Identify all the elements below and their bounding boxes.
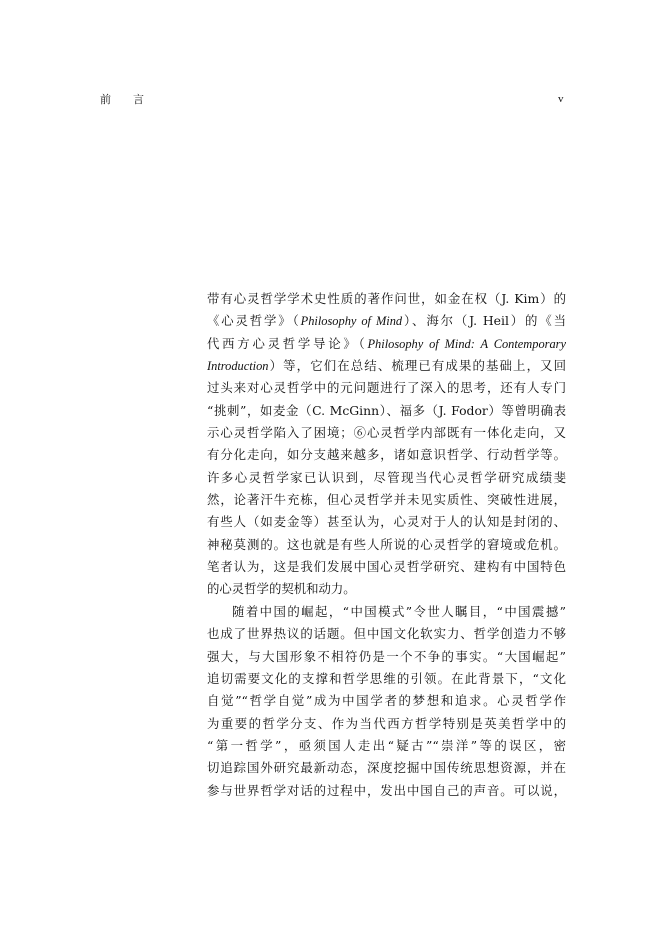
text-line-19: 自觉”“哲学自觉”成为中国学者的梦想和追求。心灵哲学作 xyxy=(207,693,566,709)
italic-title: Philosophy of Mind xyxy=(300,314,403,329)
text-line-5: 过头来对心灵哲学中的元问题进行了深入的思考，还有人专门 xyxy=(207,380,566,396)
text-line-22: 切追踪国外研究最新动态，深度挖掘中国传统思想资源，并在 xyxy=(207,760,566,776)
page-number: v xyxy=(558,93,564,105)
text-line-18: 追切需要文化的支撑和哲学思维的引领。在此背景下，“文化 xyxy=(207,670,566,686)
text-line-1: 带有心灵哲学学术史性质的著作问世，如金在权（J. Kim）的 xyxy=(207,291,566,306)
text-line-7: 示心灵哲学陷入了困境；⑥心灵哲学内部既有一体化走向，又 xyxy=(207,425,566,441)
body-text xyxy=(207,288,566,802)
text-line-2: 《心灵哲学》（Philosophy of Mind）、海尔（J. Heil）的《当 xyxy=(207,313,566,329)
text-line-9: 许多心灵哲学家已认识到，尽管现当代心灵哲学研究成绩斐 xyxy=(207,469,566,485)
text-line-20: 为重要的哲学分支、作为当代西方哲学特别是英美哲学中的 xyxy=(207,715,566,731)
text-line-4: Introduction）等，它们在总结、梳理已有成果的基础上，又回 xyxy=(207,358,566,374)
text-line-17: 强大，与大国形象不相符仍是一个不争的事实。“大国崛起” xyxy=(207,648,566,664)
text-line-11: 有些人（如麦金等）甚至认为，心灵对于人的认知是封闭的、 xyxy=(207,514,566,530)
text-line-23: 参与世界哲学对话的过程中，发出中国自己的声音。可以说， xyxy=(207,782,566,798)
text-line-6: “挑刺”，如麦金（C. McGinn）、福多（J. Fodor）等曾明确表 xyxy=(207,402,566,418)
text-line-16: 也成了世界热议的话题。但中国文化软实力、哲学创造力不够 xyxy=(207,626,566,642)
text-line-15: 随着中国的崛起，“中国模式”令世人瞩目，“中国震撼” xyxy=(232,603,566,619)
text-line-10: 然，论著汗牛充栋，但心灵哲学并未见实质性、突破性进展， xyxy=(207,492,566,508)
text-line-14: 的心灵哲学的契机和动力。 xyxy=(207,581,356,597)
italic-title: Philosophy of Mind: A Contemporary xyxy=(367,336,566,351)
running-header-title: 前 言 xyxy=(100,93,144,106)
text-line-12: 神秘莫测的。这也就是有些人所说的心灵哲学的窘境或危机。 xyxy=(207,536,566,552)
italic-title: Introduction xyxy=(207,359,269,374)
text-line-3: 代西方心灵哲学导论》（Philosophy of Mind: A Contemporary xyxy=(207,335,566,351)
text-line-21: “第一哲学”，亟须国人走出“疑古”“崇洋”等的误区，密 xyxy=(207,737,566,753)
text-line-13: 笔者认为，这是我们发展中国心灵哲学研究、建构有中国特色 xyxy=(207,559,566,575)
text-line-8: 有分化走向，如分支越来越多，诸如意识哲学、行动哲学等。 xyxy=(207,447,566,463)
